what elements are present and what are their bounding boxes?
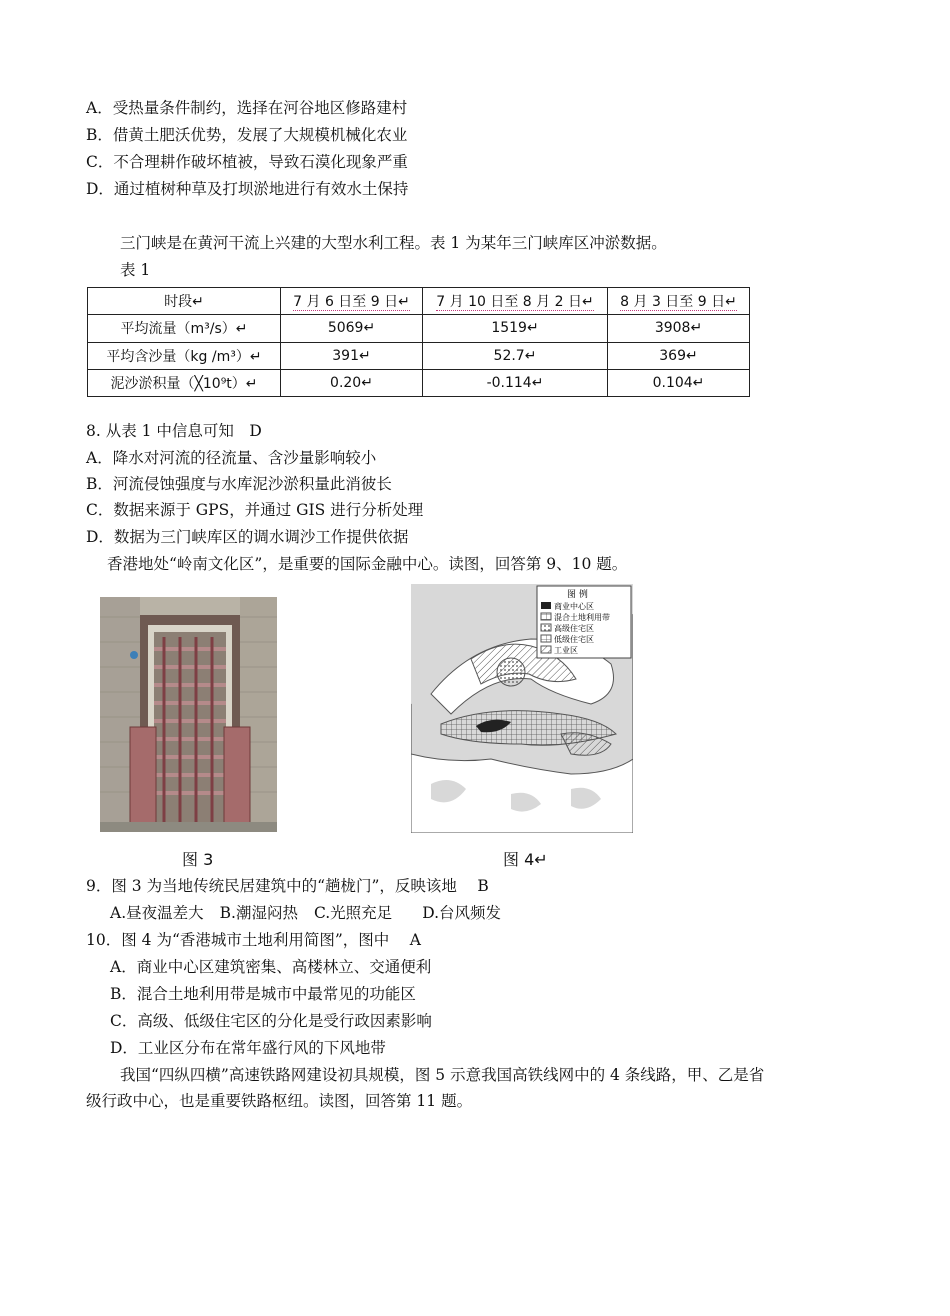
table-row-label: 泥沙淤积量（╳10⁹t）↵ bbox=[88, 369, 281, 396]
q10-option-d: D．工业区分布在常年盛行风的下风地带 bbox=[110, 1039, 386, 1057]
land-use-map-illustration bbox=[411, 584, 633, 833]
table-row bbox=[88, 342, 750, 369]
legend-title: 图 例 bbox=[567, 590, 588, 600]
q8-stem: 8. 从表 1 中信息可知 D bbox=[86, 422, 262, 440]
sanmen-intro: 三门峡是在黄河干流上兴建的大型水利工程。表 1 为某年三门峡库区冲淤数据。 bbox=[120, 234, 667, 252]
table-cell: 52.7↵ bbox=[423, 342, 608, 369]
rail-intro-line-1: 我国“四纵四横”高速铁路网建设初具规模，图 5 示意我国高铁线网中的 4 条线路，甲、乙是省 bbox=[120, 1066, 765, 1084]
table-cell: 0.104↵ bbox=[608, 369, 750, 396]
q7-option-c: C．不合理耕作破坏植被，导致石漠化现象严重 bbox=[86, 153, 408, 171]
q7-option-d: D．通过植树种草及打坝淤地进行有效水土保持 bbox=[86, 180, 409, 198]
table-header-text: 8 月 3 日至 9 日↵ bbox=[620, 294, 737, 311]
figure-3-door-photo bbox=[100, 597, 277, 832]
table-header-cell bbox=[281, 288, 423, 315]
table-cell: 1519↵ bbox=[423, 315, 608, 342]
q9-option-a: A.昼夜温差大 bbox=[110, 904, 204, 922]
q7-option-b: B．借黄土肥沃优势，发展了大规模机械化农业 bbox=[86, 126, 408, 144]
table-header-cell: 时段↵ bbox=[88, 288, 281, 315]
q10-option-b: B．混合土地利用带是城市中最常见的功能区 bbox=[110, 985, 416, 1003]
table-header-cell bbox=[423, 288, 608, 315]
q8-option-d: D．数据为三门峡库区的调水调沙工作提供依据 bbox=[86, 528, 409, 546]
hk-intro: 香港地处“岭南文化区”，是重要的国际金融中心。读图，回答第 9、10 题。 bbox=[107, 555, 628, 573]
table-header-text: 7 月 6 日至 9 日↵ bbox=[293, 294, 410, 311]
table-header-cell bbox=[608, 288, 750, 315]
q9-option-d: D.台风频发 bbox=[422, 904, 502, 922]
table-cell: 0.20↵ bbox=[281, 369, 423, 396]
legend-item-mixed: 混合土地利用带 bbox=[554, 613, 610, 622]
table-cell: 369↵ bbox=[608, 342, 750, 369]
figure-4-caption: 图 4↵ bbox=[503, 850, 548, 869]
table-header-text: 7 月 10 日至 8 月 2 日↵ bbox=[436, 294, 594, 311]
q9-stem: 9．图 3 为当地传统民居建筑中的“趟栊门”，反映该地 B bbox=[86, 877, 489, 895]
legend-item-cbd: 商业中心区 bbox=[554, 602, 594, 611]
table-row-label: 平均含沙量（kg /m³）↵ bbox=[88, 342, 281, 369]
q8-option-b: B．河流侵蚀强度与水库泥沙淤积量此消彼长 bbox=[86, 475, 392, 493]
door-photo-illustration bbox=[100, 597, 277, 832]
table-row bbox=[88, 369, 750, 396]
q8-option-a: A．降水对河流的径流量、含沙量影响较小 bbox=[86, 449, 377, 467]
q10-option-a: A．商业中心区建筑密集、高楼林立、交通便利 bbox=[110, 958, 432, 976]
q9-option-c: C.光照充足 bbox=[313, 904, 393, 922]
table-cell: 391↵ bbox=[281, 342, 423, 369]
sediment-table bbox=[87, 287, 750, 397]
table-title: 表 1 bbox=[120, 261, 151, 279]
table-row bbox=[88, 315, 750, 342]
legend-item-high-res: 高级住宅区 bbox=[554, 624, 594, 633]
table-cell: -0.114↵ bbox=[423, 369, 608, 396]
legend-item-low-res: 低级住宅区 bbox=[554, 635, 594, 644]
table-row-label: 平均流量（m³/s）↵ bbox=[88, 315, 281, 342]
q8-option-c: C．数据来源于 GPS，并通过 GIS 进行分析处理 bbox=[86, 501, 424, 519]
table-header-row bbox=[88, 288, 750, 315]
figure-3-caption: 图 3 bbox=[182, 850, 214, 869]
rail-intro-line-2: 级行政中心，也是重要铁路枢纽。读图，回答第 11 题。 bbox=[86, 1092, 473, 1110]
table-cell: 3908↵ bbox=[608, 315, 750, 342]
table-cell: 5069↵ bbox=[281, 315, 423, 342]
q9-option-b: B.潮湿闷热 bbox=[219, 904, 298, 922]
legend-item-industrial: 工业区 bbox=[554, 646, 578, 655]
q10-stem: 10．图 4 为“香港城市土地利用简图”，图中 A bbox=[86, 931, 421, 949]
figure-4-land-use-map bbox=[411, 584, 633, 833]
q7-option-a: A．受热量条件制约，选择在河谷地区修路建村 bbox=[86, 99, 408, 117]
q9-options bbox=[110, 903, 501, 923]
q10-option-c: C．高级、低级住宅区的分化是受行政因素影响 bbox=[110, 1012, 432, 1030]
